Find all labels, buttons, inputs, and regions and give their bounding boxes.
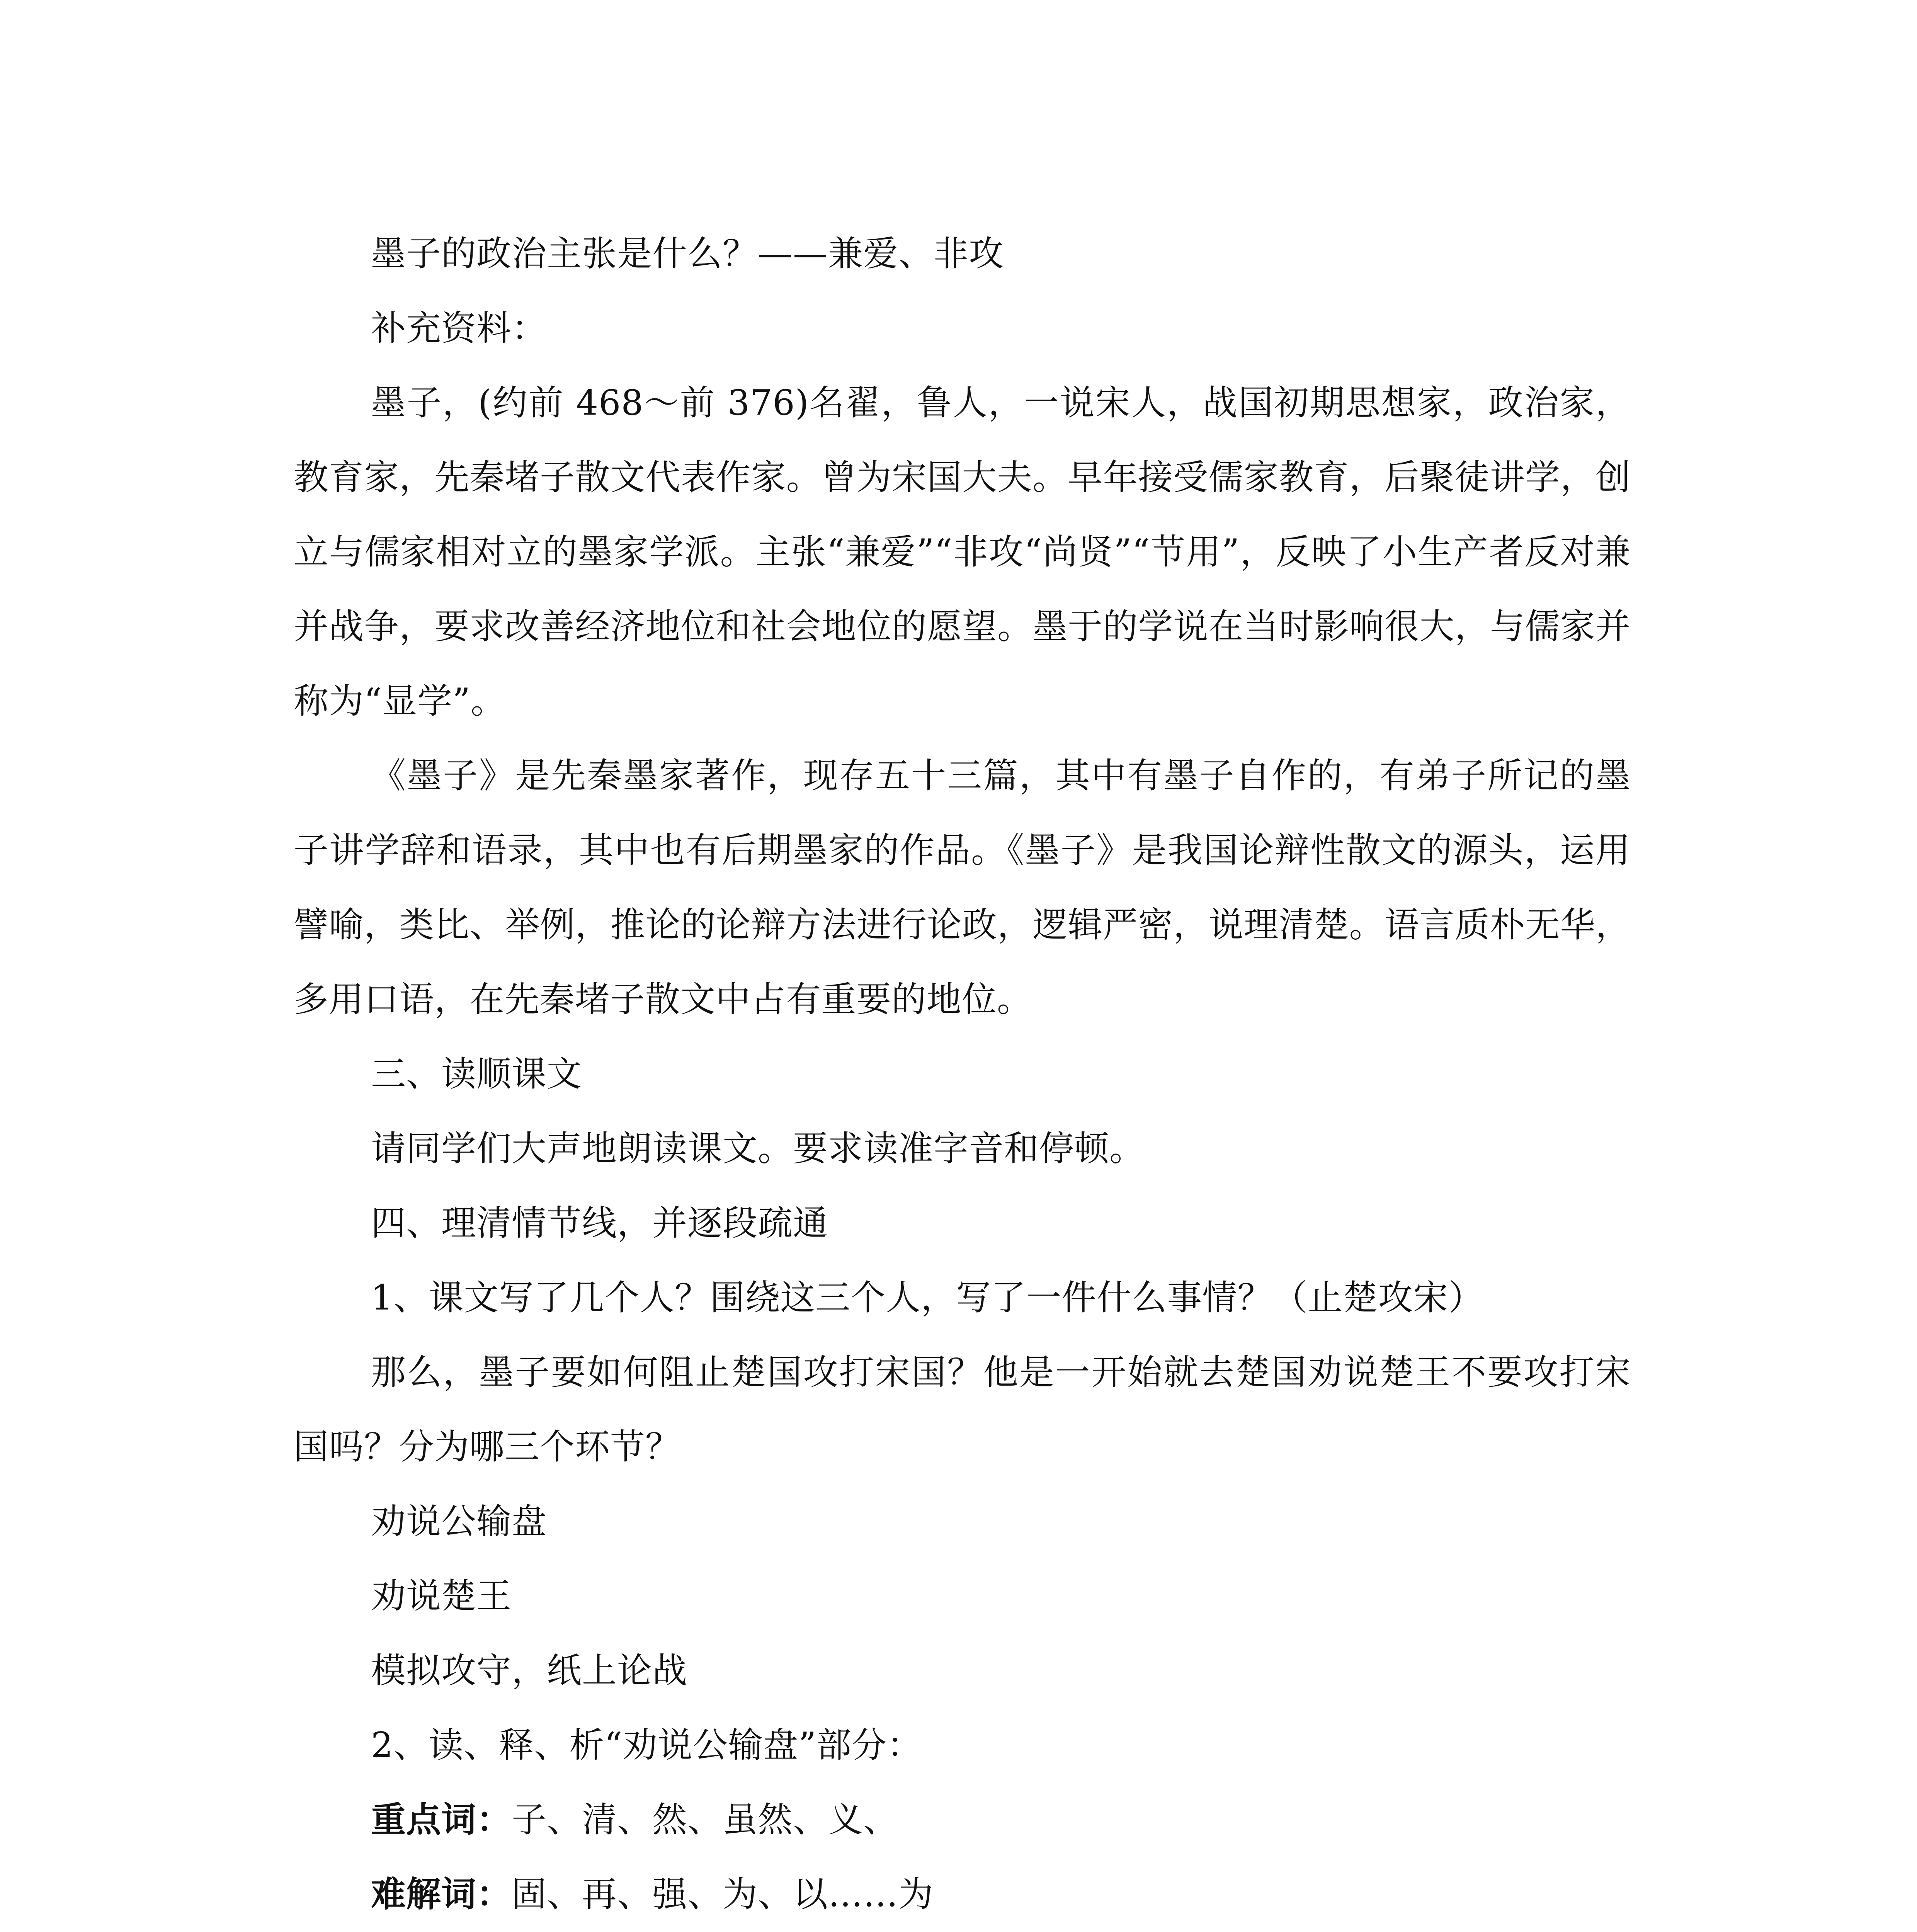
question-one-followup: 那么，墨子要如何阻止楚国攻打宋国？他是一开始就去楚国劝说楚王不要攻打宋国吗？分为哪三个环节？ xyxy=(294,1352,1631,1467)
section-heading-four: 四、理清情节线，并逐段疏通 xyxy=(371,1203,828,1243)
key-words: 子、清、然、虽然、义、 xyxy=(512,1799,898,1840)
step-three: 模拟攻守，纸上论战 xyxy=(371,1650,687,1691)
supplement-heading: 补充资料： xyxy=(371,308,547,349)
section-heading-three: 三、读顺课文 xyxy=(371,1054,582,1094)
question-one: 1、课文写了几个人？围绕这三个人，写了一件什么事情？（止楚攻宋） xyxy=(371,1277,1484,1318)
key-words-label: 重点词： xyxy=(371,1799,512,1840)
hard-words-line xyxy=(294,1857,1631,1932)
hard-words: 固、再、强、为、以……为 xyxy=(512,1874,934,1915)
step-two: 劝说楚王 xyxy=(371,1576,512,1616)
step-one: 劝说公输盘 xyxy=(371,1501,547,1542)
document-body xyxy=(294,216,1631,1932)
hard-words-label: 难解词： xyxy=(371,1874,512,1915)
book-paragraph: 《墨子》是先秦墨家著作，现存五十三篇，其中有墨子自作的，有弟子所记的墨子讲学辞和语录，其中也有后期墨家的作品。《墨子》是我国论辩性散文的源头，运用譬喻，类比、举例，推论的论辩方法进行论政，逻辑严密，说理清楚。语言质朴无华，多用口语，在先秦堵子散文中占有重要的地位。 xyxy=(294,755,1631,1020)
question-two: 2、读、释、析“劝说公输盘”部分： xyxy=(371,1725,922,1765)
key-words-line xyxy=(294,1782,1631,1857)
reading-instruction: 请同学们大声地朗读课文。要求读准字音和停顿。 xyxy=(371,1128,1145,1169)
biography-paragraph: 墨子，(约前 468～前 376)名翟，鲁人，一说宋人，战国初期思想家，政治家，教育家，先秦堵子散文代表作家。曾为宋国大夫。早年接受儒家教育，后聚徒讲学，创立与儒家相对立的墨家学派。主张“兼爱”“非攻“尚贤”“节用”，反映了小生产者反对兼并战争，要求改善经济地位和社会地位的愿望。墨于的学说在当时影响很大，与儒家并称为“显学”。 xyxy=(294,383,1631,721)
political-question: 墨子的政治主张是什么？——兼爱、非攻 xyxy=(371,233,1004,274)
